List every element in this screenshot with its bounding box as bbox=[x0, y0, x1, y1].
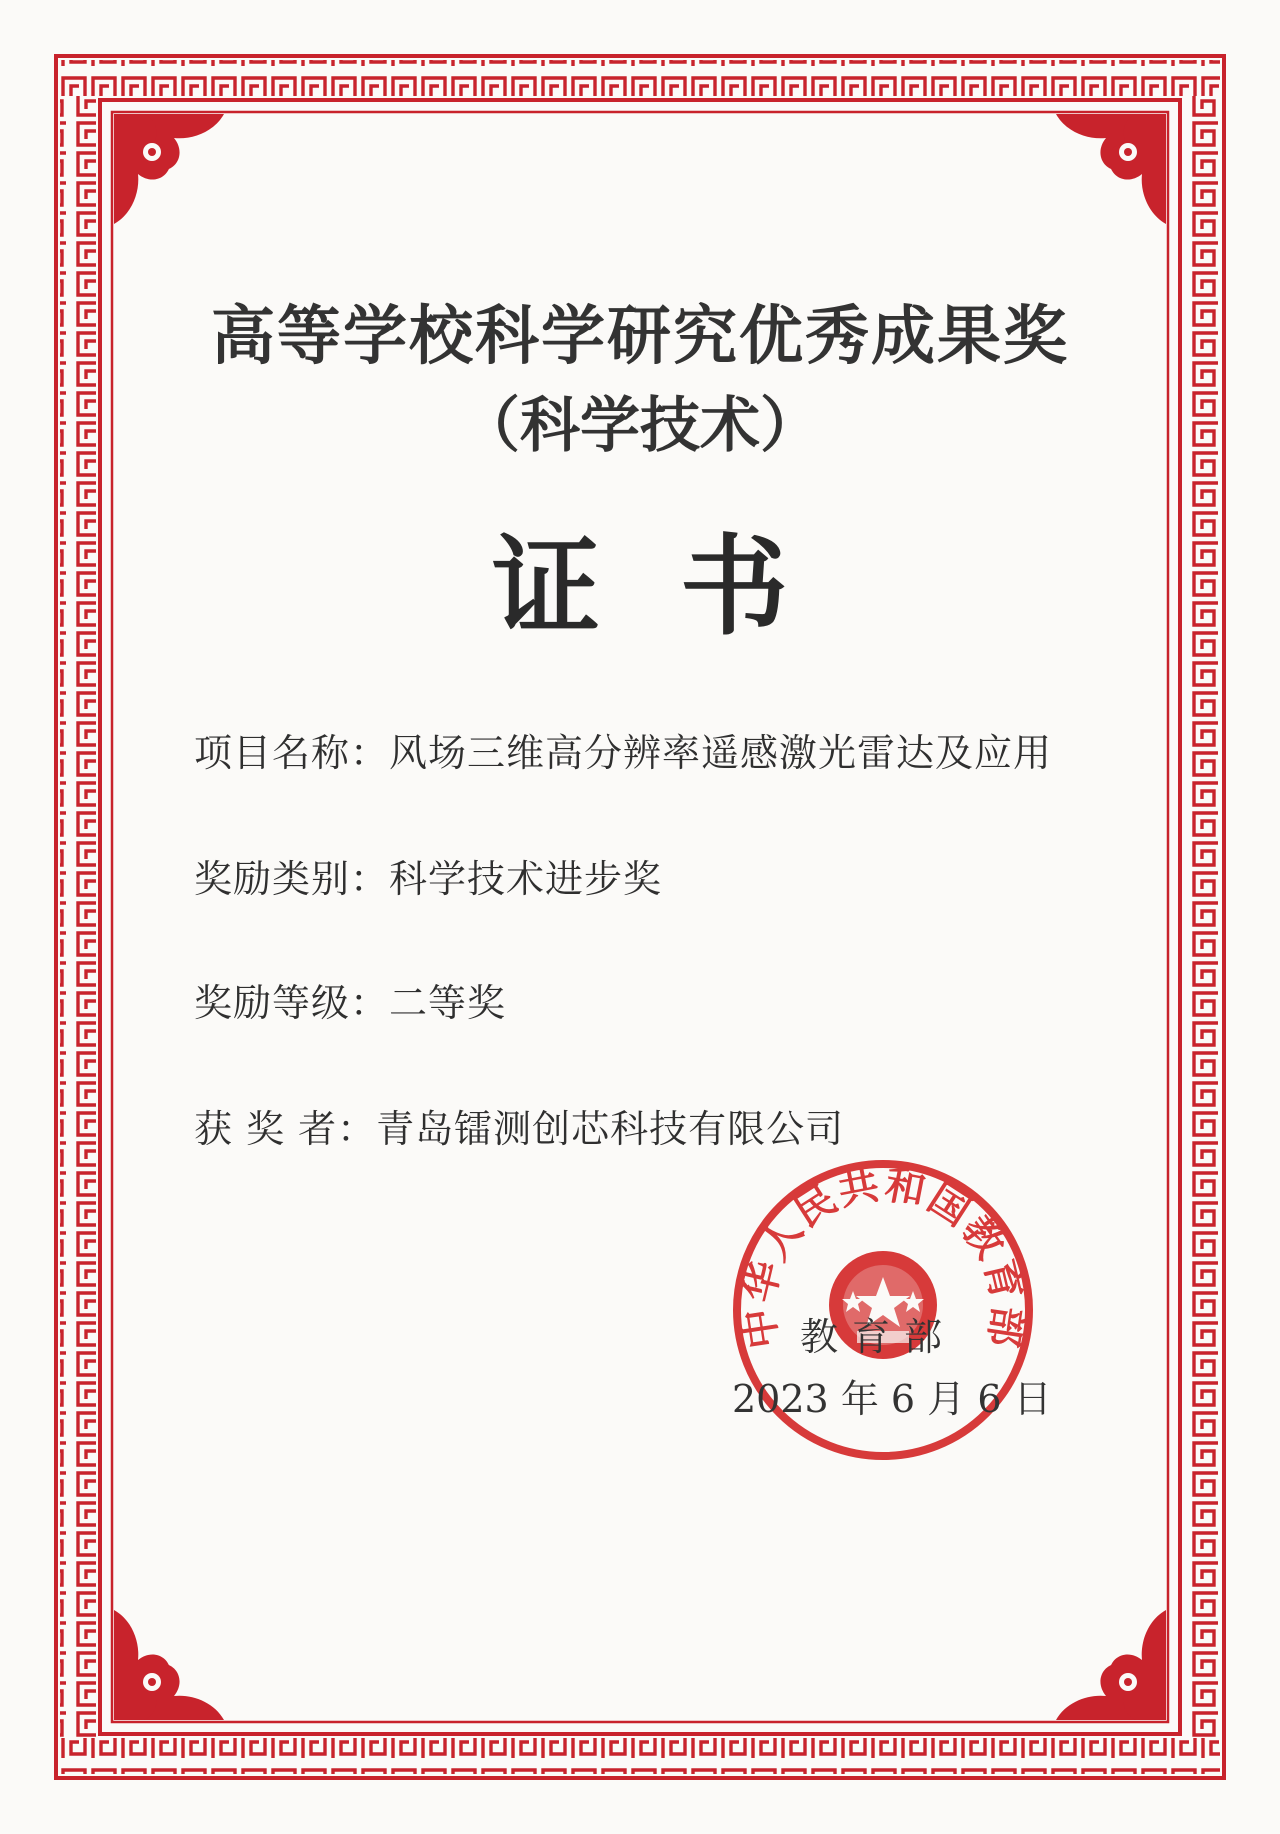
cloud-scroll-corner-ornament bbox=[114, 114, 224, 224]
field-award-level bbox=[194, 972, 506, 1027]
award-subtitle: （科学技术） bbox=[460, 391, 820, 461]
issuer-name: 教育部 bbox=[800, 1315, 957, 1359]
date-day-unit: 日 bbox=[1013, 1377, 1052, 1421]
field-winner bbox=[194, 1098, 844, 1153]
field-project-name bbox=[194, 722, 1052, 777]
date-day: 6 bbox=[977, 1377, 1002, 1421]
cloud-scroll-corner-ornament bbox=[114, 1610, 224, 1720]
field-value: 二等奖 bbox=[389, 981, 507, 1025]
field-label: 获 奖 者： bbox=[194, 1107, 377, 1151]
cloud-scroll-corner-ornament bbox=[1056, 114, 1166, 224]
date-month-unit: 月 bbox=[927, 1377, 966, 1421]
field-label: 奖励等级： bbox=[194, 981, 390, 1025]
field-value: 青岛镭测创芯科技有限公司 bbox=[376, 1107, 845, 1151]
date-year: 2023 bbox=[732, 1377, 829, 1421]
certificate-heading: 证书 bbox=[491, 524, 868, 650]
date-year-unit: 年 bbox=[840, 1377, 879, 1421]
field-value: 科学技术进步奖 bbox=[389, 857, 663, 901]
field-label: 项目名称： bbox=[194, 731, 390, 775]
field-label: 奖励类别： bbox=[194, 857, 390, 901]
date-month: 6 bbox=[890, 1377, 916, 1421]
seal-text: 中华人民共和国教育部 bbox=[734, 1160, 1032, 1352]
award-title: 高等学校科学研究优秀成果奖 bbox=[211, 299, 1069, 374]
field-value: 风场三维高分辨率遥感激光雷达及应用 bbox=[389, 731, 1053, 775]
field-award-category bbox=[194, 848, 662, 903]
issue-date bbox=[732, 1368, 1052, 1423]
cloud-scroll-corner-ornament bbox=[1056, 1610, 1166, 1720]
